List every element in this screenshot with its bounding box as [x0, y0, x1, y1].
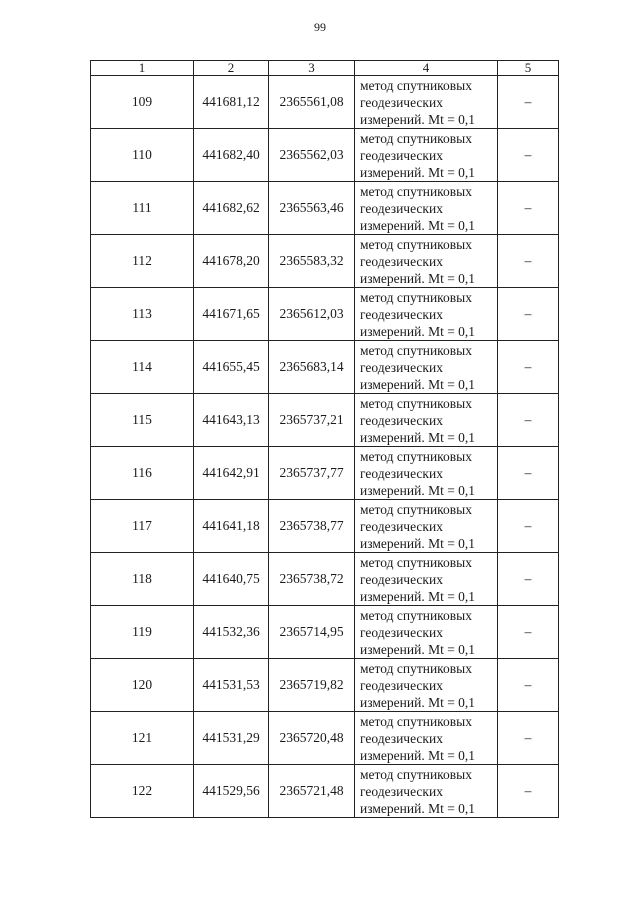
table-row	[91, 765, 559, 818]
header-col-1: 1	[91, 61, 194, 76]
method-line-1: метод спутниковых	[360, 236, 472, 252]
method-line-1: метод спутниковых	[360, 448, 472, 464]
method-line-3: измерений. Mt = 0,1	[360, 217, 476, 233]
method-cell	[355, 447, 498, 500]
method-line-1: метод спутниковых	[360, 554, 472, 570]
note-cell: –	[498, 659, 559, 712]
header-col-3: 3	[269, 61, 355, 76]
method-line-2: геодезических	[360, 306, 443, 322]
method-line-2: геодезических	[360, 412, 443, 428]
method-line-1: метод спутниковых	[360, 766, 472, 782]
coord-x: 441641,18	[194, 500, 269, 553]
method-cell	[355, 500, 498, 553]
coord-y: 2365562,03	[269, 129, 355, 182]
table-row	[91, 129, 559, 182]
table-row	[91, 447, 559, 500]
coord-y: 2365738,72	[269, 553, 355, 606]
note-cell: –	[498, 712, 559, 765]
table-row	[91, 288, 559, 341]
coord-y: 2365719,82	[269, 659, 355, 712]
method-line-2: геодезических	[360, 359, 443, 375]
table-row	[91, 235, 559, 288]
note-cell: –	[498, 606, 559, 659]
method-line-2: геодезических	[360, 465, 443, 481]
method-line-2: геодезических	[360, 677, 443, 693]
coord-x: 441532,36	[194, 606, 269, 659]
note-cell: –	[498, 447, 559, 500]
method-cell	[355, 76, 498, 129]
coord-y: 2365683,14	[269, 341, 355, 394]
method-line-1: метод спутниковых	[360, 289, 472, 305]
header-col-2: 2	[194, 61, 269, 76]
point-id: 115	[91, 394, 194, 447]
table-row	[91, 394, 559, 447]
method-cell	[355, 341, 498, 394]
method-line-1: метод спутниковых	[360, 395, 472, 411]
coord-x: 441678,20	[194, 235, 269, 288]
method-line-2: геодезических	[360, 783, 443, 799]
point-id: 118	[91, 553, 194, 606]
point-id: 110	[91, 129, 194, 182]
coord-x: 441529,56	[194, 765, 269, 818]
note-cell: –	[498, 394, 559, 447]
method-line-3: измерений. Mt = 0,1	[360, 164, 476, 180]
point-id: 114	[91, 341, 194, 394]
method-cell	[355, 659, 498, 712]
coord-y: 2365561,08	[269, 76, 355, 129]
method-line-2: геодезических	[360, 253, 443, 269]
note-cell: –	[498, 182, 559, 235]
coordinates-table	[90, 60, 559, 818]
point-id: 117	[91, 500, 194, 553]
method-line-1: метод спутниковых	[360, 77, 472, 93]
method-line-1: метод спутниковых	[360, 130, 472, 146]
method-line-2: геодезических	[360, 94, 443, 110]
method-cell	[355, 182, 498, 235]
coord-x: 441671,65	[194, 288, 269, 341]
table-header-row	[91, 61, 559, 76]
method-line-1: метод спутниковых	[360, 660, 472, 676]
method-line-3: измерений. Mt = 0,1	[360, 270, 476, 286]
coord-x: 441655,45	[194, 341, 269, 394]
table-row	[91, 553, 559, 606]
method-line-3: измерений. Mt = 0,1	[360, 535, 476, 551]
method-line-1: метод спутниковых	[360, 183, 472, 199]
method-line-1: метод спутниковых	[360, 501, 472, 517]
note-cell: –	[498, 765, 559, 818]
point-id: 111	[91, 182, 194, 235]
coord-y: 2365583,32	[269, 235, 355, 288]
method-line-3: измерений. Mt = 0,1	[360, 376, 476, 392]
note-cell: –	[498, 341, 559, 394]
table-row	[91, 659, 559, 712]
note-cell: –	[498, 129, 559, 182]
table-row	[91, 182, 559, 235]
point-id: 109	[91, 76, 194, 129]
coord-x: 441682,62	[194, 182, 269, 235]
coord-x: 441643,13	[194, 394, 269, 447]
coord-y: 2365612,03	[269, 288, 355, 341]
method-line-3: измерений. Mt = 0,1	[360, 641, 476, 657]
method-line-2: геодезических	[360, 518, 443, 534]
point-id: 116	[91, 447, 194, 500]
table-row	[91, 500, 559, 553]
coord-y: 2365720,48	[269, 712, 355, 765]
method-cell	[355, 235, 498, 288]
method-line-2: геодезических	[360, 624, 443, 640]
table-body	[91, 76, 559, 818]
coord-y: 2365738,77	[269, 500, 355, 553]
table-row	[91, 712, 559, 765]
method-cell	[355, 606, 498, 659]
header-col-4: 4	[355, 61, 498, 76]
note-cell: –	[498, 76, 559, 129]
method-line-3: измерений. Mt = 0,1	[360, 482, 476, 498]
coord-x: 441681,12	[194, 76, 269, 129]
method-cell	[355, 765, 498, 818]
method-line-3: измерений. Mt = 0,1	[360, 111, 476, 127]
method-line-1: метод спутниковых	[360, 713, 472, 729]
method-line-2: геодезических	[360, 200, 443, 216]
point-id: 112	[91, 235, 194, 288]
note-cell: –	[498, 553, 559, 606]
method-line-3: измерений. Mt = 0,1	[360, 323, 476, 339]
coord-x: 441682,40	[194, 129, 269, 182]
header-col-5: 5	[498, 61, 559, 76]
coord-y: 2365714,95	[269, 606, 355, 659]
method-cell	[355, 394, 498, 447]
method-line-3: измерений. Mt = 0,1	[360, 800, 476, 816]
method-line-2: геодезических	[360, 730, 443, 746]
table-row	[91, 341, 559, 394]
method-cell	[355, 129, 498, 182]
note-cell: –	[498, 500, 559, 553]
method-cell	[355, 712, 498, 765]
coord-y: 2365721,48	[269, 765, 355, 818]
table-row	[91, 606, 559, 659]
point-id: 119	[91, 606, 194, 659]
coord-y: 2365737,77	[269, 447, 355, 500]
point-id: 122	[91, 765, 194, 818]
point-id: 120	[91, 659, 194, 712]
coord-x: 441531,29	[194, 712, 269, 765]
method-line-1: метод спутниковых	[360, 342, 472, 358]
method-line-3: измерений. Mt = 0,1	[360, 429, 476, 445]
point-id: 113	[91, 288, 194, 341]
point-id: 121	[91, 712, 194, 765]
coord-y: 2365737,21	[269, 394, 355, 447]
method-cell	[355, 553, 498, 606]
coord-x: 441640,75	[194, 553, 269, 606]
method-line-3: измерений. Mt = 0,1	[360, 588, 476, 604]
method-cell	[355, 288, 498, 341]
method-line-3: измерений. Mt = 0,1	[360, 694, 476, 710]
coord-y: 2365563,46	[269, 182, 355, 235]
page-number: 99	[314, 20, 326, 34]
method-line-2: геодезических	[360, 147, 443, 163]
coord-x: 441642,91	[194, 447, 269, 500]
note-cell: –	[498, 235, 559, 288]
method-line-3: измерений. Mt = 0,1	[360, 747, 476, 763]
note-cell: –	[498, 288, 559, 341]
method-line-2: геодезических	[360, 571, 443, 587]
method-line-1: метод спутниковых	[360, 607, 472, 623]
coord-x: 441531,53	[194, 659, 269, 712]
table-row	[91, 76, 559, 129]
